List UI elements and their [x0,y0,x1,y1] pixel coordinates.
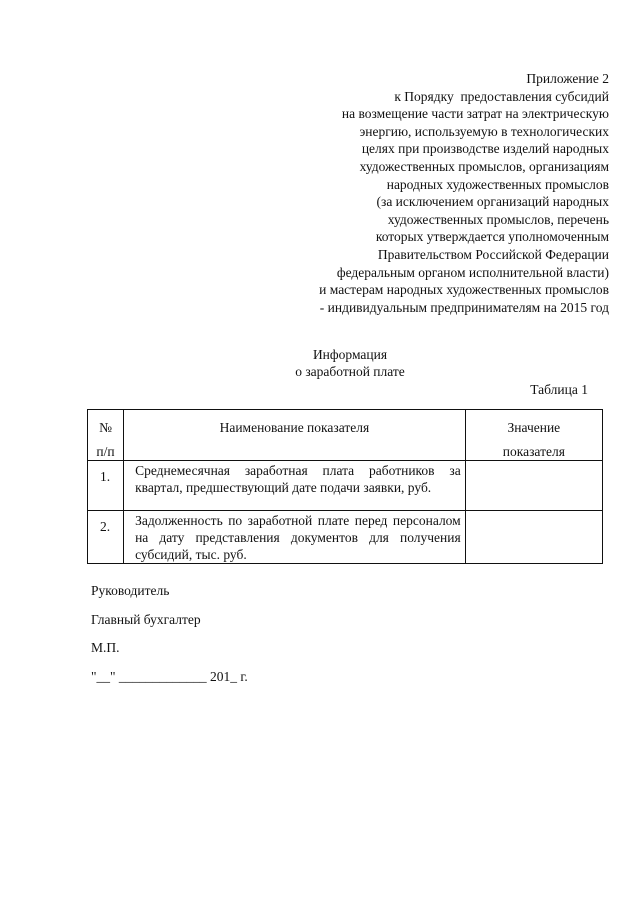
appendix-line: (за исключением организаций народных [376,194,609,210]
appendix-line: энергию, используемую в технологических [359,123,609,139]
appendix-header [189,70,609,316]
salary-info-table [87,409,603,564]
row-number: 1. [88,461,124,511]
document-subtitle: о заработной плате [295,364,405,379]
appendix-line: - индивидуальным предпринимателям на 2015 год [319,299,609,315]
date-line: "__" _____________ 201_ г. [91,668,248,684]
appendix-line: художественных промыслов, перечень [387,211,609,227]
table-row [88,511,603,564]
row-indicator-name: Среднемесячная заработная плата работников за квартал, предшествующий дате подачи заявки, руб. [124,461,466,511]
header-value-line1: Значение [507,420,561,435]
appendix-line: федеральным органом исполнительной власти) [336,264,609,280]
header-num-abbrev: п/п [96,444,115,459]
appendix-line: к Порядку предоставления субсидий [394,88,609,104]
appendix-line: и мастерам народных художественных промыслов [319,282,609,298]
header-name-cell: Наименование показателя [124,410,466,461]
document-heading [0,346,640,380]
header-value-line2: показателя [502,444,565,459]
row-number: 2. [88,511,124,564]
appendix-line: народных художественных промыслов [386,176,609,192]
stamp-label: М.П. [91,640,120,655]
head-signature-label: Руководитель [91,583,170,598]
row-indicator-name: Задолженность по заработной плате перед персоналом на дату представления документов для получения субсидий, тыс. руб. [124,511,466,564]
header-value-cell [465,410,602,461]
header-num-symbol: № [99,420,112,435]
header-num-cell [88,410,124,461]
document-title: Информация [312,347,388,362]
table-header-row [88,410,603,461]
appendix-line: художественных промыслов, организациям [359,158,609,174]
table-label: Таблица 1 [530,382,588,397]
row-value-cell [465,511,602,564]
appendix-line: целях при производстве изделий народных [361,141,609,157]
table-row [88,461,603,511]
appendix-line: которых утверждается уполномоченным [375,229,609,245]
accountant-signature-label: Главный бухгалтер [91,611,201,627]
appendix-line: Приложение 2 [526,71,609,86]
signature-block [91,577,248,691]
appendix-line: Правительством Российской Федерации [377,246,609,262]
row-value-cell [465,461,602,511]
appendix-line: на возмещение части затрат на электрическую [341,106,609,122]
